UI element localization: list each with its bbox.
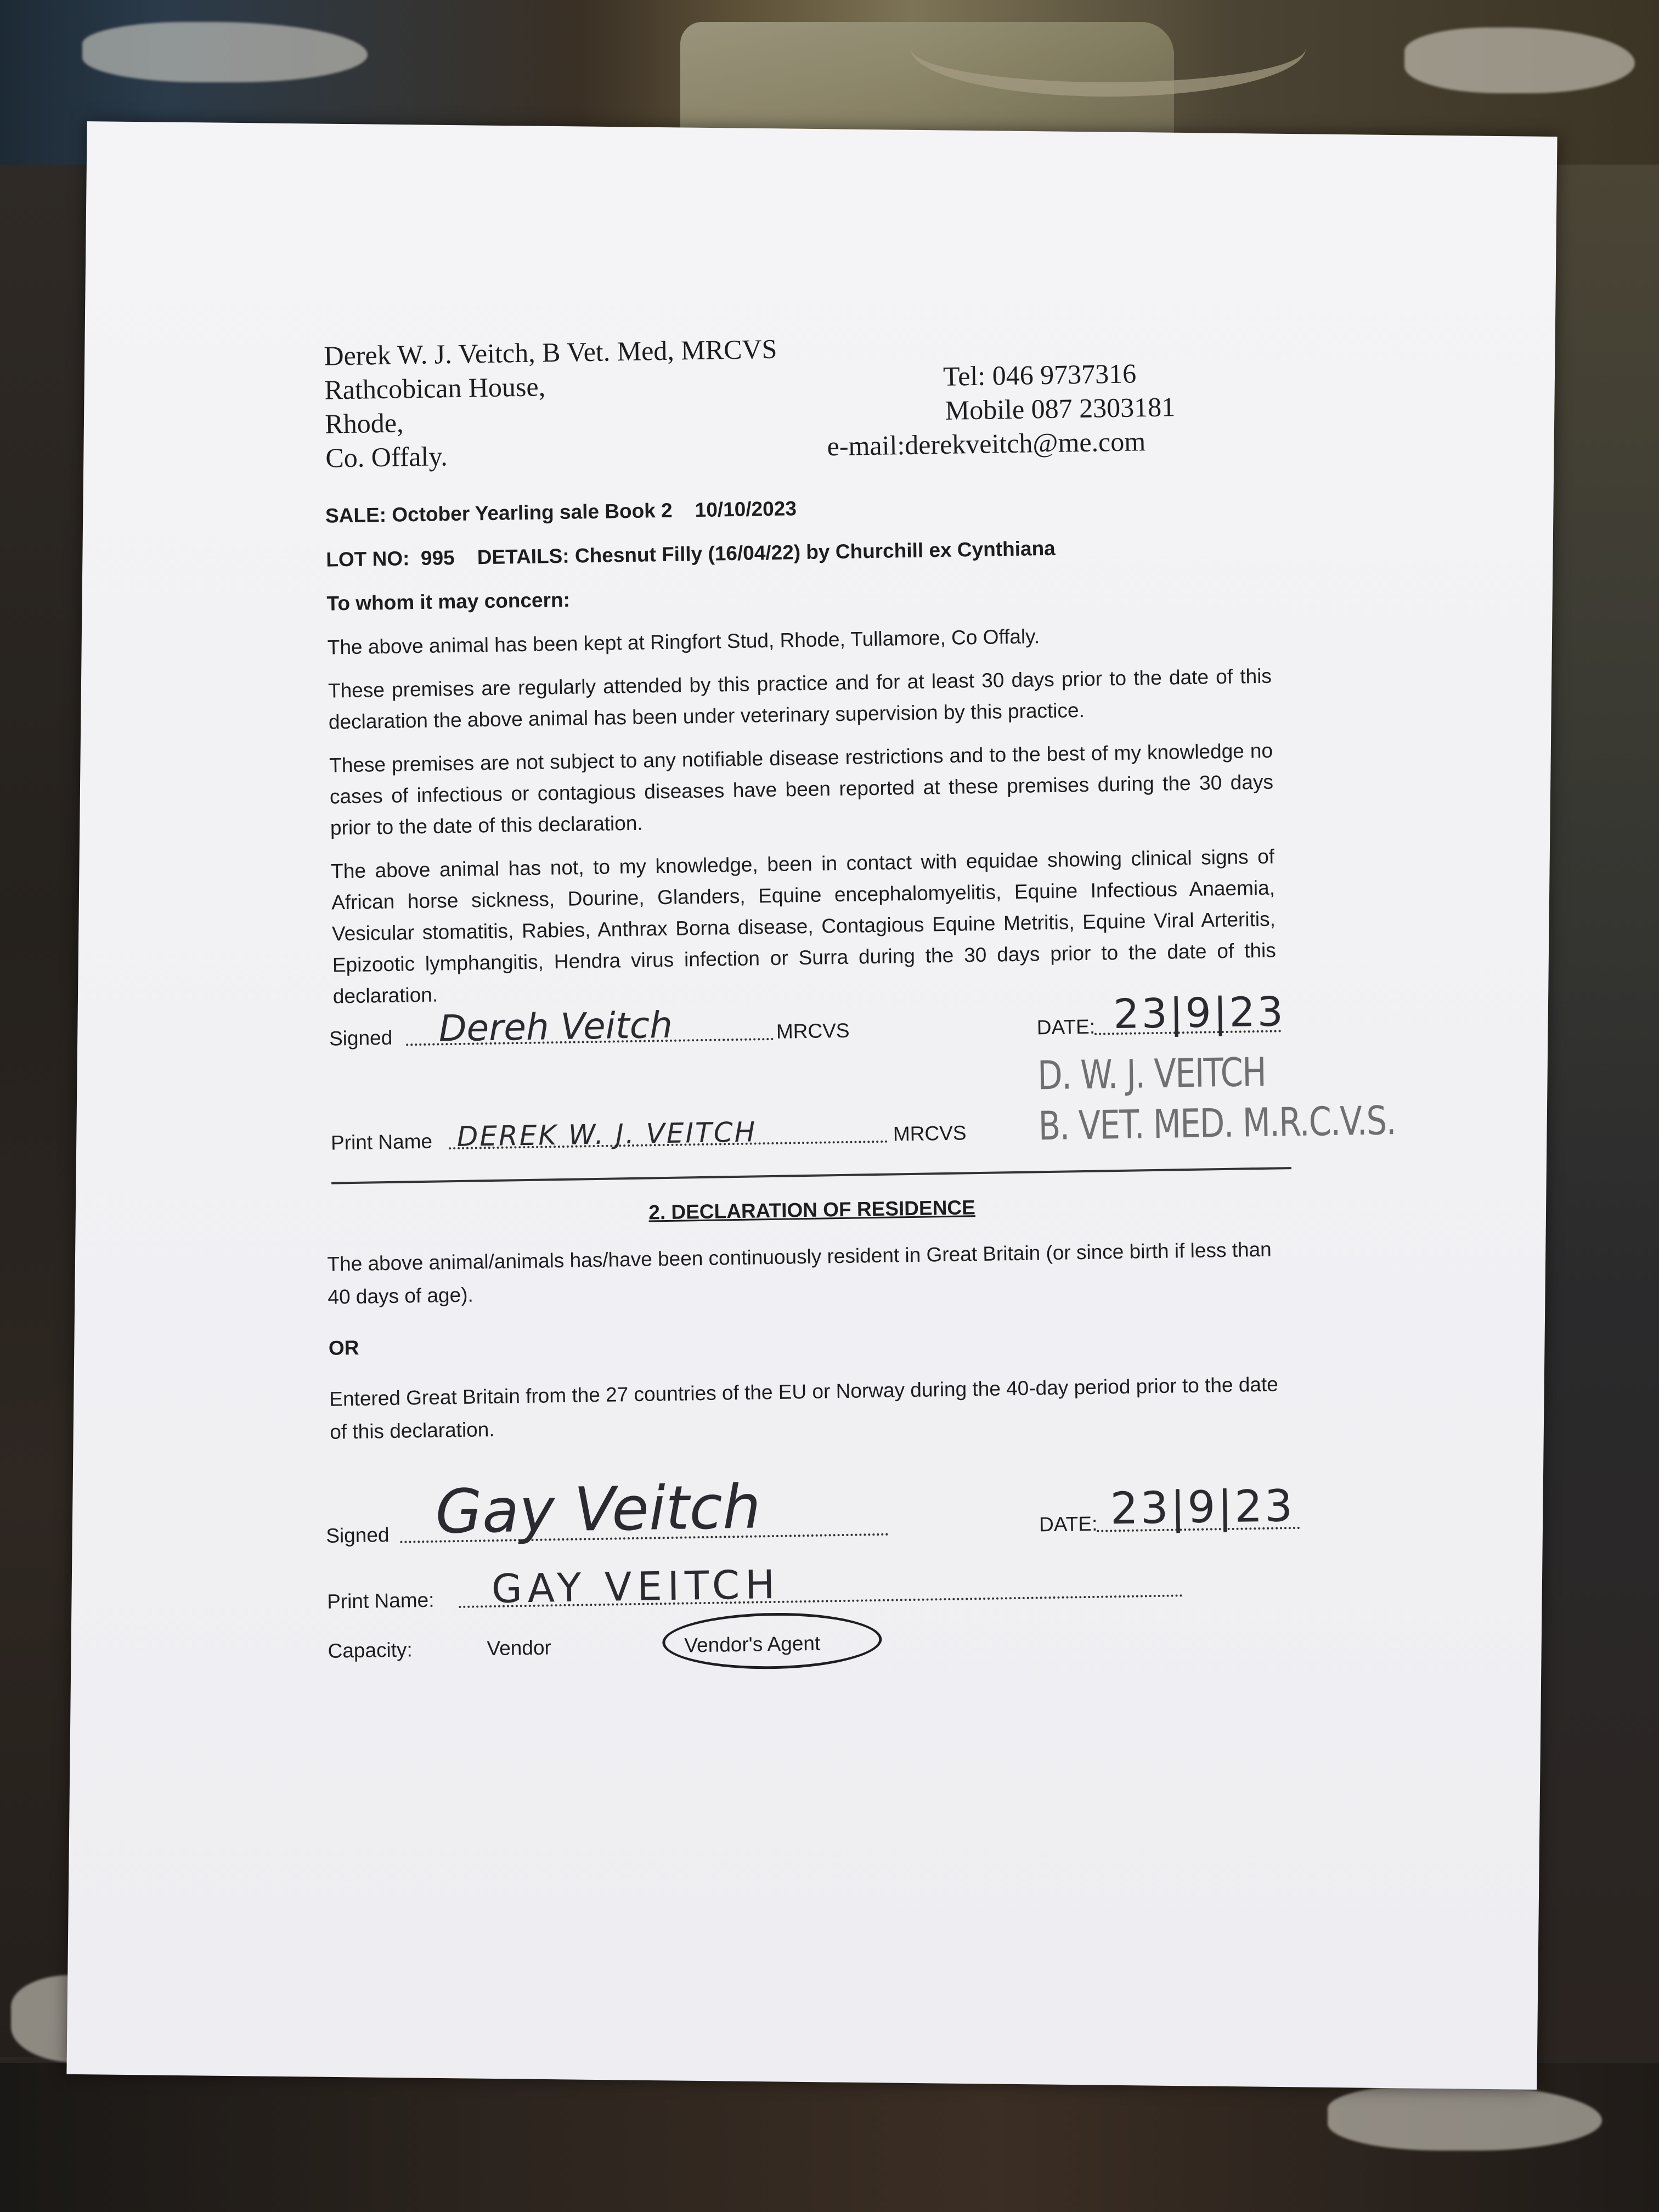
- vet-stamp: [1037, 1045, 1396, 1151]
- print-name-label: Print Name: [330, 1130, 433, 1154]
- lot-line: LOT NO: 995 DETAILS: Chesnut Filly (16/04/22) by Churchill ex Cynthiana: [325, 537, 1056, 571]
- stamp-line: B. VET. MED. M.R.C.V.S.: [1038, 1097, 1396, 1149]
- date-label: DATE:: [1039, 1512, 1098, 1536]
- residence-print-name: GAY VEITCH: [491, 1561, 781, 1612]
- vet-name: Derek W. J. Veitch, B Vet. Med, MRCVS: [324, 333, 777, 371]
- letterhead: [241, 324, 1286, 483]
- address-line: Rhode,: [324, 407, 404, 439]
- signed-label: Signed: [325, 1523, 390, 1547]
- phone-number: Tel: 046 9737316: [943, 358, 1137, 392]
- capacity-label: Capacity:: [328, 1638, 413, 1662]
- paragraph-restrictions: These premises are not subject to any notifiable disease restrictions and to the best of my knowledge no cases of infectious or contagious diseases have been reported at these premises during the 30 days prior to the date of this declaration.: [329, 739, 1274, 839]
- or-label: OR: [328, 1336, 359, 1359]
- vet-date: 23|9|23: [1113, 988, 1286, 1039]
- paragraph-supervision: These premises are regularly attended by this practice and for at least 30 days prior to the date of this declaration the above animal has been under veterinary supervision by this practice.: [328, 664, 1272, 733]
- background-right: [1538, 165, 1659, 2057]
- background-rope: [911, 0, 1306, 97]
- paragraph-premises: The above animal has been kept at Ringfort Stud, Rhode, Tullamore, Co Offaly.: [327, 625, 1040, 659]
- capacity-option-vendor: Vendor: [487, 1636, 552, 1660]
- date-label: DATE:: [1036, 1015, 1096, 1039]
- signed-label: Signed: [329, 1026, 393, 1050]
- mrcvs-label: MRCVS: [776, 1019, 850, 1043]
- salutation: To whom it may concern:: [326, 588, 571, 615]
- paragraph-diseases: The above animal has not, to my knowledge, been in contact with equidae showing clinical signs of African horse sickness, Dourine, Glanders, Equine encephalomyelitis, Equine Infectious Anaemia, Vesicular stomatitis, Rabies, Anthrax Borna disease, Contagious Equine Metritis, Equine Viral Arteritis, Epizootic lymphangitis, Hendra virus infection or Surra during the 30 days prior to the date of this declaration.: [330, 845, 1277, 1008]
- letterhead-address: [324, 332, 779, 475]
- letterhead-contact: [823, 356, 1176, 463]
- residence-date: 23|9|23: [1109, 1480, 1295, 1534]
- residence-signature-row: [325, 1434, 1295, 1559]
- capacity-option-agent: Vendor's Agent: [684, 1632, 821, 1657]
- sale-line: SALE: October Yearling sale Book 2 10/10/2023: [325, 497, 797, 527]
- vet-signature: Dereh Veitch: [438, 1003, 673, 1050]
- mobile-number: Mobile 087 2303181: [945, 391, 1176, 426]
- vet-print-name: DEREK W. J. VEITCH: [456, 1116, 757, 1153]
- print-name-label: Print Name:: [326, 1588, 435, 1613]
- stamp-line: D. W. J. VEITCH: [1037, 1048, 1266, 1099]
- mrcvs-label: MRCVS: [893, 1121, 967, 1146]
- email-address: e-mail:derekveitch@me.com: [827, 426, 1146, 462]
- vet-print-name-row: [330, 1046, 1396, 1166]
- address-line: Co. Offaly.: [325, 441, 448, 473]
- document-content: [241, 324, 1396, 1675]
- section-divider: [331, 1167, 1291, 1184]
- entry-paragraph: Entered Great Britain from the 27 countries of the EU or Norway during the 40-day period prior to the date of this declaration.: [329, 1373, 1279, 1443]
- residence-signature: Gay Veitch: [435, 1471, 761, 1547]
- address-line: Rathcobican House,: [324, 371, 546, 405]
- section-heading: 2. DECLARATION OF RESIDENCE: [648, 1196, 976, 1224]
- residence-paragraph: The above animal/animals has/have been continuously resident in Great Britain (or since birth if less than 40 days of age).: [327, 1238, 1272, 1308]
